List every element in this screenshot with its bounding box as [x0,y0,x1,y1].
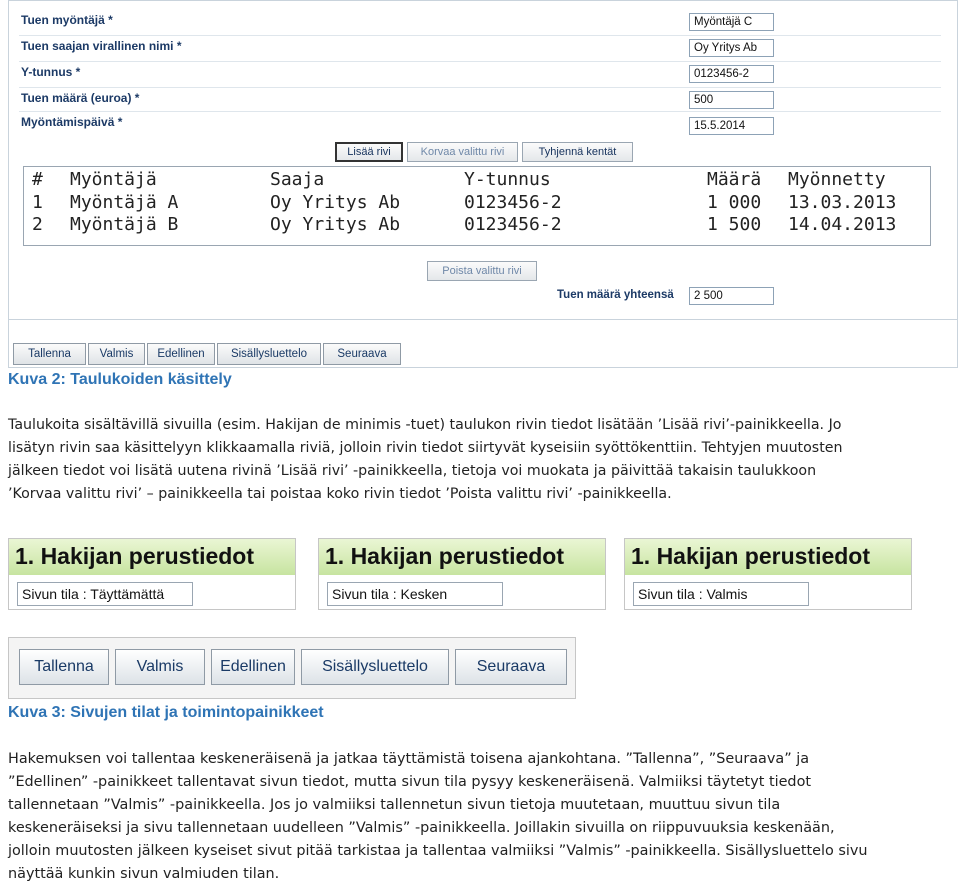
column-header: Y-tunnus [464,169,551,190]
status-panel-unfilled [8,538,296,610]
status-panel-ready [624,538,912,610]
panel-title: 1. Hakijan perustiedot [15,543,255,569]
table-cell: Myöntäjä B [70,214,179,235]
column-header: Myöntäjä [70,169,157,190]
previous-button[interactable]: Edellinen [147,343,215,365]
table-cell: 0123456-2 [464,192,562,213]
table-cell: Oy Yritys Ab [270,214,401,235]
next-button[interactable]: Seuraava [323,343,401,365]
field-label-maara: Tuen määrä (euroa) * [21,91,140,105]
table-cell: Myöntäjä A [70,192,179,213]
clear-fields-button[interactable]: Tyhjennä kentät [522,142,633,162]
replace-row-button[interactable]: Korvaa valittu rivi [407,142,518,162]
ready-button[interactable]: Valmis [115,649,205,685]
column-header: # [32,169,43,190]
text-line: Hakemuksen voi tallentaa keskeneräisenä ja jatkaa täyttämistä toisena ajankohtana. ”Tallenna”, ”Seuraava” ja [8,751,810,767]
text-line: jälkeen tiedot voi lisätä uutena rivinä ’Lisää rivi’ -painikkeella, tietoja voi muokata ja päivittää takaisin taulukkoon [8,463,817,479]
total-label: Tuen määrä yhteensä [557,289,674,301]
divider [19,61,941,62]
page-state-field: Sivun tila : Kesken [327,582,503,606]
panel-title: 1. Hakijan perustiedot [325,543,565,569]
previous-button[interactable]: Edellinen [211,649,295,685]
delete-row-button[interactable]: Poista valittu rivi [427,261,537,281]
column-header: Määrä [707,169,762,190]
status-panel-in-progress [318,538,606,610]
text-line: ’Korvaa valittu rivi’ – painikkeella tai poistaa koko rivin tiedot ’Poista valittu rivi’ -painikkeella. [8,486,672,502]
saaja-name-field[interactable]: Oy Yritys Ab [689,39,774,57]
paragraph-1 [8,414,953,506]
save-button[interactable]: Tallenna [19,649,109,685]
nav-bar-large [8,637,576,699]
contents-button[interactable]: Sisällysluettelo [301,649,449,685]
text-line: lisätyn rivin saa käsittelyyn klikkaamalla riviä, jolloin rivin tiedot siirtyvät kyseisiin syöttökenttiin. Tehtyjen muutosten [8,440,843,456]
divider [19,87,941,88]
text-line: jolloin muutosten jälkeen kyseiset sivut pitää tarkistaa ja tallentaa valmiiksi ”Valmis” -painikkeella. Sisällysluettelo sivu [8,843,868,859]
table-cell: Oy Yritys Ab [270,192,401,213]
field-label-paiva: Myöntämispäivä * [21,115,123,129]
contents-button[interactable]: Sisällysluettelo [217,343,321,365]
table-cell: 0123456-2 [464,214,562,235]
total-field: 2 500 [689,287,774,305]
paragraph-2 [8,748,953,886]
panel-title: 1. Hakijan perustiedot [631,543,871,569]
text-line: näyttää kunkin sivun valmiuden tilan. [8,866,280,882]
column-header: Myönnetty [788,169,886,190]
text-line: keskeneräiseksi ja sivu tallennetaan uudelleen ”Valmis” -painikkeella. Joillakin sivuilla on riippuvuuksia keskenään, [8,820,835,836]
next-button[interactable]: Seuraava [455,649,567,685]
divider [19,111,941,112]
column-header: Saaja [270,169,325,190]
table-cell: 2 [32,214,43,235]
text-line: ”Edellinen” -painikkeet tallentavat sivun tiedot, mutta sivun tila pysyy keskeneräisenä. Valmiiksi täytetyt tiedot [8,774,812,790]
field-label-saaja: Tuen saajan virallinen nimi * [21,39,182,53]
ready-button[interactable]: Valmis [88,343,145,365]
text-line: tallennetaan ”Valmis” -painikkeella. Jos jo valmiiksi tallennetun sivun tietoja muutetaan, muuttuu sivun tila [8,797,781,813]
form-screenshot [8,0,958,368]
page-state-field: Sivun tila : Täyttämättä [17,582,193,606]
ytunnus-field[interactable]: 0123456-2 [689,65,774,83]
form-area [9,1,957,320]
page-state-field: Sivun tila : Valmis [633,582,809,606]
field-label-ytunnus: Y-tunnus * [21,65,81,79]
figure-caption-2: Kuva 2: Taulukoiden käsittely [8,371,232,388]
table-cell: 1 [32,192,43,213]
save-button[interactable]: Tallenna [13,343,86,365]
text-line: Taulukoita sisältävillä sivuilla (esim. Hakijan de minimis -tuet) taulukon rivin tiedot lisätään ’Lisää rivi’-painikkeella. Jo [8,417,842,433]
table-cell: 13.03.2013 [788,192,897,213]
table-cell: 14.04.2013 [788,214,897,235]
field-label-myontaja: Tuen myöntäjä * [21,13,113,27]
figure-caption-3: Kuva 3: Sivujen tilat ja toimintopainikkeet [8,704,324,721]
date-field[interactable]: 15.5.2014 [689,117,774,135]
amount-field[interactable]: 500 [689,91,774,109]
data-table [23,166,931,246]
add-row-button[interactable]: Lisää rivi [335,142,403,162]
myontaja-field[interactable]: Myöntäjä C [689,13,774,31]
table-cell: 1 500 [707,214,762,235]
divider [19,35,941,36]
table-cell: 1 000 [707,192,762,213]
